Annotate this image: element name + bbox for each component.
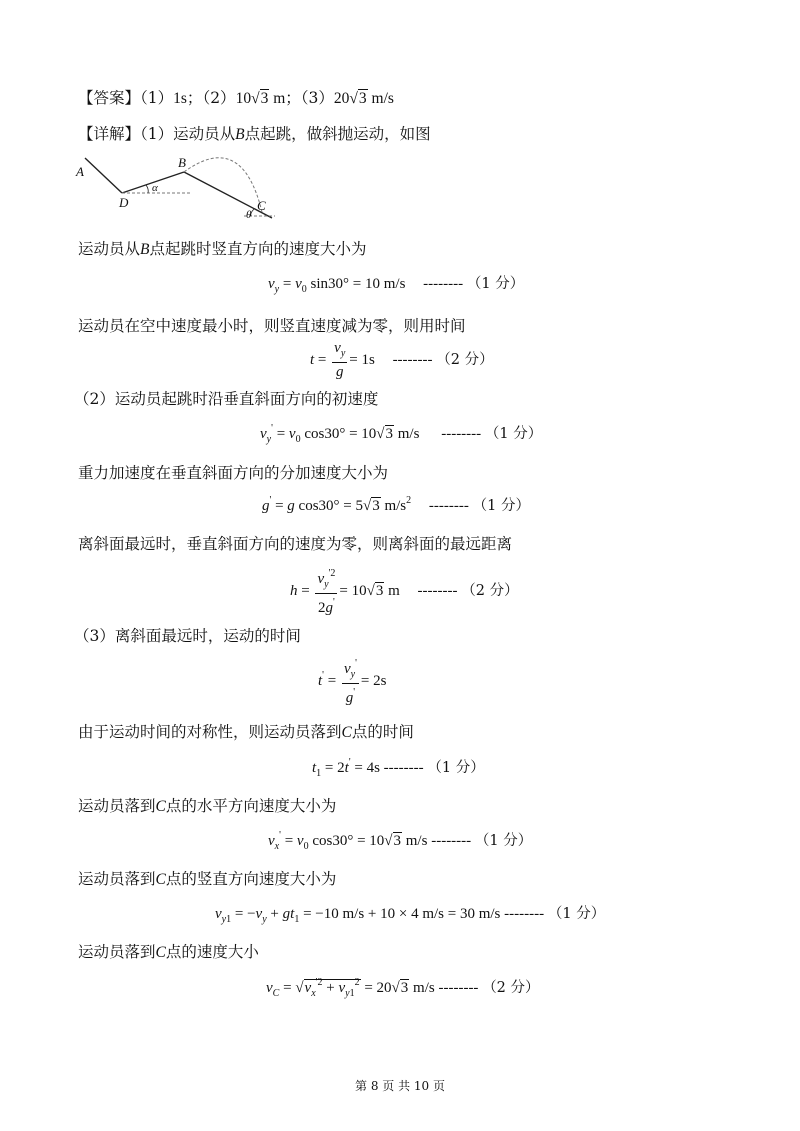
score-10: （2 分）: [482, 980, 540, 996]
equation-5: h = $\frac{v_y^{'2}}{2g'}$ = 10√3 m -------- （2 分）: [290, 568, 519, 616]
angle-alpha-arc: [146, 185, 148, 193]
detail-intro: 【详解】（1）运动员从B点起跳，做斜抛运动，如图: [78, 125, 431, 143]
score-4: （1 分）: [472, 498, 530, 514]
answer-part-1: （1）: [140, 89, 174, 107]
sentence-5: 离斜面最远时，垂直斜面方向的速度为零，则离斜面的最远距离: [78, 535, 513, 553]
label-theta: θ: [246, 209, 252, 221]
label-d: D: [119, 195, 129, 210]
trajectory-arc: [184, 158, 262, 212]
sentence-8: 运动员落到C点的水平方向速度大小为: [78, 797, 337, 815]
sentence-7: 由于运动时间的对称性，则运动员落到C点的时间: [78, 723, 414, 741]
score-3: （1 分）: [484, 426, 543, 442]
label-c: C: [257, 198, 266, 213]
label-b: B: [178, 155, 186, 170]
equation-1: $v_y = v_0$ sin30° = 10 m/s -------- （1 分）: [268, 276, 525, 295]
answer-line: 【答案】（1）1s；（2）10√3 m；（3）20√3 m/s: [78, 89, 394, 107]
equation-9: $v_{y1} = -v_y + gt_1 = -10$ m/s + 10 × 4 m/s = 30 m/s -------- （1 分）: [215, 906, 606, 925]
sentence-10: 运动员落到C点的速度大小: [78, 943, 259, 961]
sentence-2: 运动员在空中速度最小时，则竖直速度减为零，则用时间: [78, 317, 466, 335]
equation-2: t = $\frac{v_y}{g}$ = 1s -------- （2 分）: [310, 340, 494, 380]
score-9: （1 分）: [547, 906, 606, 922]
equation-4: g' = g cos30° = 5√3 $m/s^2$ -------- （1 分）: [262, 495, 530, 514]
page-footer: 第 8 页 共 10 页: [355, 1079, 445, 1093]
label-alpha: α: [152, 182, 158, 194]
answer-label: 【答案】: [78, 89, 141, 107]
score-1: （1 分）: [466, 276, 525, 292]
ski-jump-diagram: [72, 150, 287, 225]
slope-a-d: [85, 158, 122, 193]
answer-part-2: （2）: [202, 89, 236, 107]
sentence-9: 运动员落到C点的竖直方向速度大小为: [78, 870, 337, 888]
answer-part-3: （3）: [300, 89, 334, 107]
score-8: （1 分）: [474, 833, 533, 849]
score-2: （2 分）: [436, 351, 494, 368]
sentence-6: （3）离斜面最远时，运动的时间: [74, 627, 301, 645]
equation-6: t' = $\frac{v_y'}{g'}$ = 2s: [318, 658, 387, 706]
label-a: A: [76, 164, 84, 179]
score-7: （1 分）: [427, 760, 485, 776]
equation-3: $v_y' = v_0$ cos30° = 10√3 m/s -------- （1 分）: [260, 423, 543, 445]
equation-7: $t_1 = 2t' = 4s$ -------- （1 分）: [312, 757, 485, 779]
score-5: （2 分）: [461, 582, 519, 599]
detail-label: 【详解】: [78, 125, 141, 143]
sentence-4: 重力加速度在垂直斜面方向的分加速度大小为: [78, 464, 389, 482]
equation-10: $v_C = √v_x^{'2} + v_{y1}^2 = 20√3$ m/s -------- （2 分）: [266, 977, 540, 999]
sentence-1: 运动员从B点起跳时竖直方向的速度大小为: [78, 240, 367, 258]
sentence-3: （2）运动员起跳时沿垂直斜面方向的初速度: [74, 390, 379, 408]
equation-8: $v_x' = v_0$ cos30° = 10√3 m/s -------- （1 分）: [268, 830, 533, 852]
